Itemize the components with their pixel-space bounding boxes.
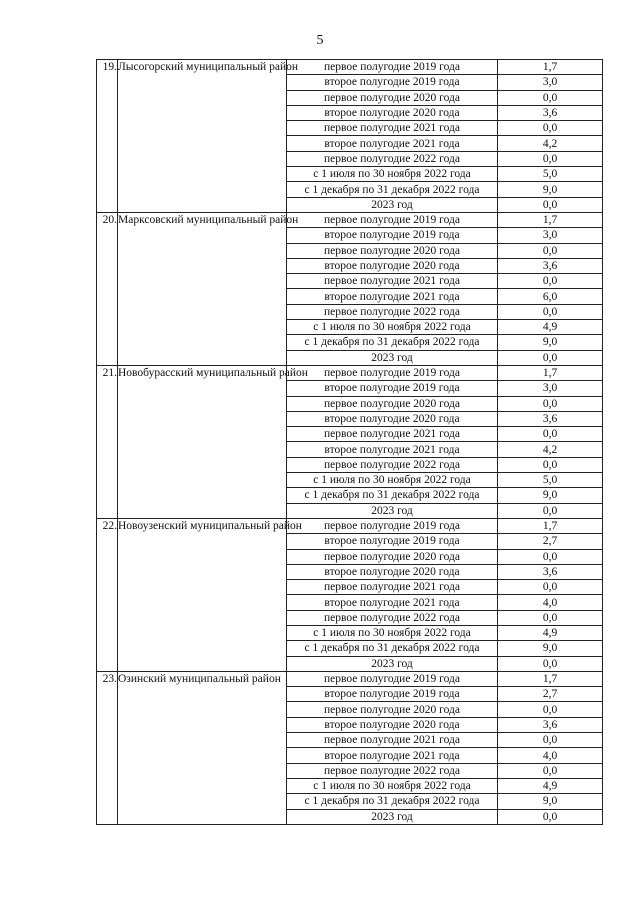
value-cell: 9,0 — [498, 488, 603, 503]
district-name: Лысогорский муниципальный район — [118, 60, 287, 213]
value-cell: 0,0 — [498, 350, 603, 365]
table-row — [97, 60, 603, 75]
period-cell: с 1 декабря по 31 декабря 2022 года — [287, 641, 498, 656]
value-cell: 3,6 — [498, 717, 603, 732]
value-cell: 2,7 — [498, 534, 603, 549]
period-cell: первое полугодие 2019 года — [287, 212, 498, 227]
value-cell: 0,0 — [498, 809, 603, 824]
value-cell: 0,0 — [498, 243, 603, 258]
value-cell: 9,0 — [498, 335, 603, 350]
value-cell: 3,6 — [498, 411, 603, 426]
value-cell: 6,0 — [498, 289, 603, 304]
period-cell: второе полугодие 2021 года — [287, 442, 498, 457]
period-cell: 2023 год — [287, 350, 498, 365]
value-cell: 4,9 — [498, 778, 603, 793]
period-cell: второе полугодие 2019 года — [287, 381, 498, 396]
period-cell: второе полугодие 2021 года — [287, 595, 498, 610]
period-cell: второе полугодие 2020 года — [287, 258, 498, 273]
period-cell: первое полугодие 2021 года — [287, 274, 498, 289]
value-cell: 1,7 — [498, 518, 603, 533]
period-cell: с 1 декабря по 31 декабря 2022 года — [287, 182, 498, 197]
period-cell: первое полугодие 2021 года — [287, 121, 498, 136]
value-cell: 0,0 — [498, 90, 603, 105]
period-cell: первое полугодие 2020 года — [287, 702, 498, 717]
district-number: 19. — [97, 60, 118, 213]
period-cell: второе полугодие 2020 года — [287, 564, 498, 579]
period-cell: первое полугодие 2020 года — [287, 396, 498, 411]
period-cell: первое полугодие 2022 года — [287, 457, 498, 472]
value-cell: 9,0 — [498, 182, 603, 197]
district-name: Марксовский муниципальный район — [118, 212, 287, 365]
value-cell: 0,0 — [498, 396, 603, 411]
value-cell: 0,0 — [498, 197, 603, 212]
value-cell: 1,7 — [498, 365, 603, 380]
value-cell: 9,0 — [498, 641, 603, 656]
period-cell: второе полугодие 2019 года — [287, 228, 498, 243]
period-cell: первое полугодие 2021 года — [287, 427, 498, 442]
period-cell: с 1 июля по 30 ноября 2022 года — [287, 473, 498, 488]
value-cell: 5,0 — [498, 167, 603, 182]
district-number: 23. — [97, 671, 118, 824]
value-cell: 1,7 — [498, 212, 603, 227]
district-name: Новобурасский муниципальный район — [118, 365, 287, 518]
period-cell: первое полугодие 2019 года — [287, 365, 498, 380]
table-row — [97, 671, 603, 686]
value-cell: 3,6 — [498, 564, 603, 579]
table-row — [97, 365, 603, 380]
value-cell: 0,0 — [498, 580, 603, 595]
period-cell: второе полугодие 2021 года — [287, 136, 498, 151]
value-cell: 0,0 — [498, 274, 603, 289]
table-body — [97, 60, 603, 825]
value-cell: 3,0 — [498, 381, 603, 396]
period-cell: первое полугодие 2020 года — [287, 243, 498, 258]
value-cell: 0,0 — [498, 151, 603, 166]
period-cell: первое полугодие 2019 года — [287, 518, 498, 533]
value-cell: 0,0 — [498, 503, 603, 518]
period-cell: с 1 июля по 30 ноября 2022 года — [287, 320, 498, 335]
value-cell: 1,7 — [498, 671, 603, 686]
table-row — [97, 212, 603, 227]
period-cell: второе полугодие 2020 года — [287, 105, 498, 120]
period-cell: первое полугодие 2021 года — [287, 580, 498, 595]
period-cell: первое полугодие 2022 года — [287, 304, 498, 319]
page-number: 5 — [316, 33, 324, 48]
value-cell: 4,2 — [498, 136, 603, 151]
value-cell: 0,0 — [498, 121, 603, 136]
value-cell: 4,0 — [498, 595, 603, 610]
value-cell: 0,0 — [498, 457, 603, 472]
value-cell: 0,0 — [498, 656, 603, 671]
value-cell: 0,0 — [498, 427, 603, 442]
period-cell: с 1 июля по 30 ноября 2022 года — [287, 167, 498, 182]
period-cell: второе полугодие 2021 года — [287, 289, 498, 304]
district-number: 20. — [97, 212, 118, 365]
value-cell: 0,0 — [498, 304, 603, 319]
period-cell: 2023 год — [287, 656, 498, 671]
value-cell: 3,0 — [498, 228, 603, 243]
period-cell: с 1 декабря по 31 декабря 2022 года — [287, 794, 498, 809]
period-cell: второе полугодие 2020 года — [287, 411, 498, 426]
period-cell: первое полугодие 2022 года — [287, 610, 498, 625]
value-cell: 0,0 — [498, 763, 603, 778]
table-row — [97, 518, 603, 533]
period-cell: второе полугодие 2019 года — [287, 75, 498, 90]
district-number: 21. — [97, 365, 118, 518]
period-cell: второе полугодие 2020 года — [287, 717, 498, 732]
value-cell: 9,0 — [498, 794, 603, 809]
period-cell: первое полугодие 2019 года — [287, 60, 498, 75]
value-cell: 4,9 — [498, 625, 603, 640]
period-cell: с 1 июля по 30 ноября 2022 года — [287, 625, 498, 640]
period-cell: первое полугодие 2019 года — [287, 671, 498, 686]
period-cell: 2023 год — [287, 809, 498, 824]
period-cell: первое полугодие 2022 года — [287, 763, 498, 778]
period-cell: 2023 год — [287, 503, 498, 518]
value-cell: 3,6 — [498, 258, 603, 273]
period-cell: первое полугодие 2022 года — [287, 151, 498, 166]
period-cell: 2023 год — [287, 197, 498, 212]
tariff-table — [96, 59, 603, 825]
value-cell: 0,0 — [498, 733, 603, 748]
value-cell: 0,0 — [498, 549, 603, 564]
value-cell: 4,9 — [498, 320, 603, 335]
period-cell: второе полугодие 2019 года — [287, 534, 498, 549]
period-cell: второе полугодие 2021 года — [287, 748, 498, 763]
district-number: 22. — [97, 518, 118, 671]
period-cell: второе полугодие 2019 года — [287, 687, 498, 702]
value-cell: 1,7 — [498, 60, 603, 75]
district-name: Озинский муниципальный район — [118, 671, 287, 824]
period-cell: первое полугодие 2020 года — [287, 549, 498, 564]
value-cell: 0,0 — [498, 702, 603, 717]
value-cell: 0,0 — [498, 610, 603, 625]
value-cell: 3,6 — [498, 105, 603, 120]
district-name: Новоузенский муниципальный район — [118, 518, 287, 671]
period-cell: первое полугодие 2020 года — [287, 90, 498, 105]
value-cell: 3,0 — [498, 75, 603, 90]
period-cell: с 1 декабря по 31 декабря 2022 года — [287, 488, 498, 503]
value-cell: 4,0 — [498, 748, 603, 763]
value-cell: 4,2 — [498, 442, 603, 457]
value-cell: 5,0 — [498, 473, 603, 488]
period-cell: с 1 декабря по 31 декабря 2022 года — [287, 335, 498, 350]
period-cell: первое полугодие 2021 года — [287, 733, 498, 748]
value-cell: 2,7 — [498, 687, 603, 702]
period-cell: с 1 июля по 30 ноября 2022 года — [287, 778, 498, 793]
